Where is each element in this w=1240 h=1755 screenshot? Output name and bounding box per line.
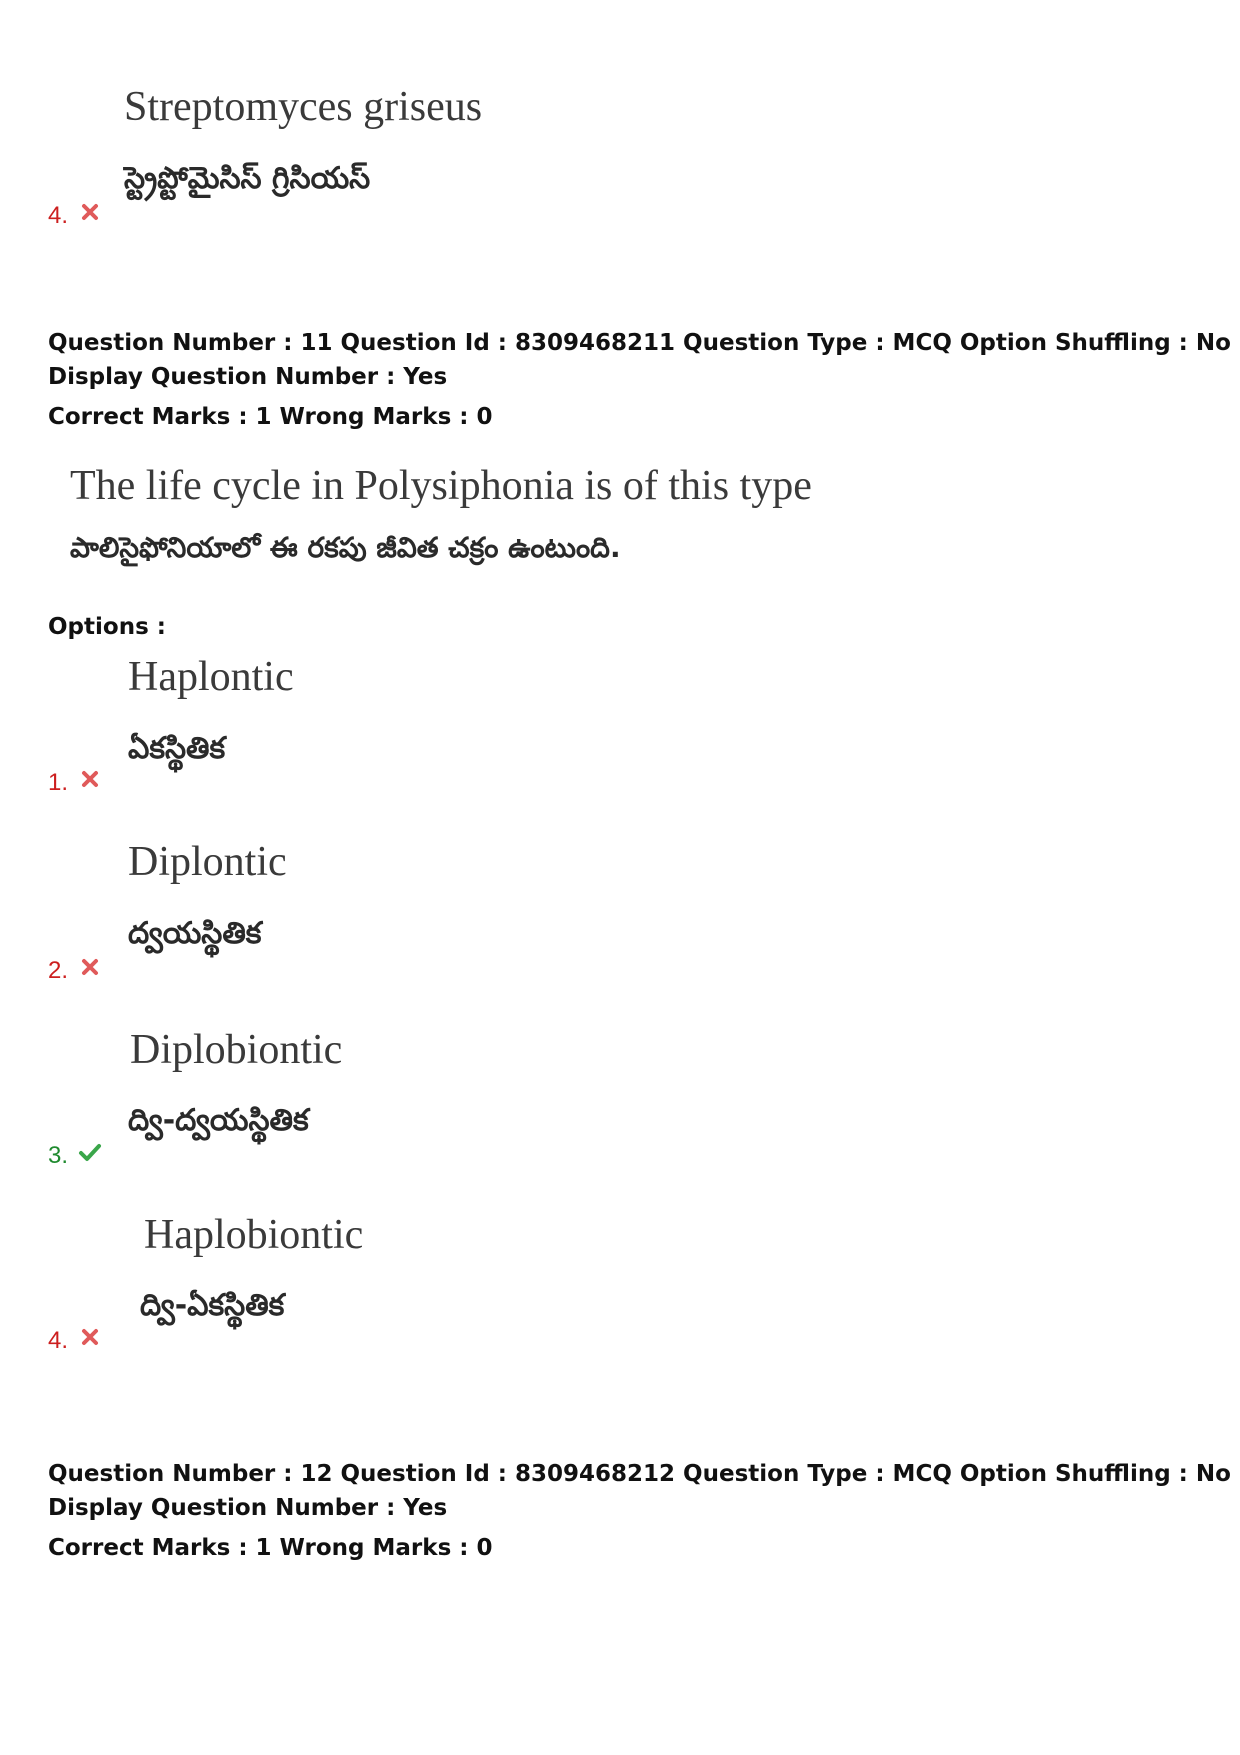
- option-2: [48, 835, 748, 985]
- question-english-text: The life cycle in Polysiphonia is of this type: [70, 463, 812, 509]
- option-number: 3.: [48, 1142, 69, 1169]
- check-icon: [78, 1142, 102, 1162]
- cross-icon: [78, 202, 102, 222]
- options-label: Options :: [48, 614, 166, 640]
- option-telugu-text: ద్వి-ఏకస్థితిక: [140, 1288, 285, 1323]
- option-english-text: Haplontic: [128, 654, 294, 700]
- option-telugu-text: ఏకస్థితిక: [128, 731, 226, 766]
- option-english-text: Streptomyces griseus: [124, 84, 483, 130]
- display-question-line: Display Question Number : Yes: [48, 364, 448, 390]
- marks-line: Correct Marks : 1 Wrong Marks : 0: [48, 404, 493, 430]
- option-telugu-text: స్ట్రెప్టోమైసిస్ గ్రిసియస్: [124, 161, 371, 196]
- question-11-meta: [48, 326, 1231, 434]
- option-english-text: Diplobiontic: [130, 1027, 343, 1073]
- display-question-line: Display Question Number : Yes: [48, 1495, 448, 1521]
- question-telugu-text: పాలిసైఫోనియాలో ఈ రకపు జీవిత చక్రం ఉంటుంది.: [70, 531, 621, 564]
- question-info-line: Question Number : 12 Question Id : 8309468212 Question Type : MCQ Option Shuffling : No: [48, 1461, 1231, 1487]
- cross-icon: [78, 1327, 102, 1347]
- option-number: 4.: [48, 202, 69, 229]
- option-1: [48, 647, 748, 797]
- question-11-text: [70, 460, 812, 568]
- marks-line: Correct Marks : 1 Wrong Marks : 0: [48, 1535, 493, 1561]
- question-12-meta: [48, 1457, 1231, 1565]
- option-telugu-text: ద్వి-ద్వయస్థితిక: [128, 1103, 309, 1138]
- option-english-text: Diplontic: [128, 839, 287, 885]
- option-number: 1.: [48, 769, 69, 796]
- option-3: [48, 1020, 748, 1170]
- option-telugu-text: ద్వయస్థితిక: [128, 916, 262, 951]
- cross-icon: [78, 769, 102, 789]
- question-info-line: Question Number : 11 Question Id : 8309468211 Question Type : MCQ Option Shuffling : No: [48, 330, 1231, 356]
- prev-option-4: [48, 80, 748, 230]
- cross-icon: [78, 957, 102, 977]
- option-number: 4.: [48, 1327, 69, 1354]
- option-number: 2.: [48, 957, 69, 984]
- option-4: [48, 1205, 748, 1355]
- option-english-text: Haplobiontic: [144, 1212, 364, 1258]
